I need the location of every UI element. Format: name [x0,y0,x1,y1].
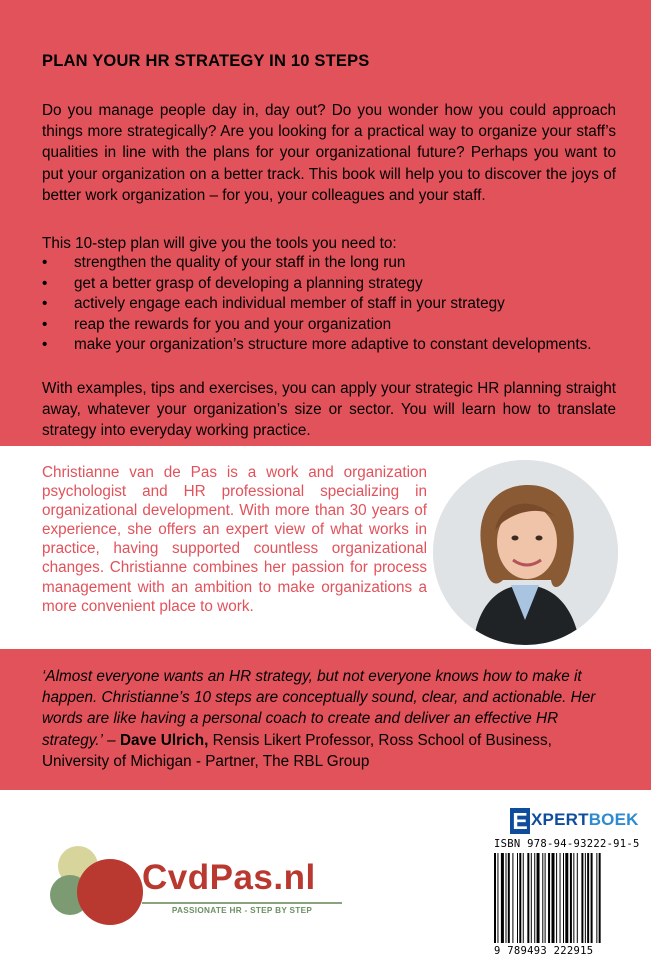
endorsement-quote [42,666,616,772]
quote-affiliation: Rensis Likert Professor, Ross School of Business, University of Michigan - Partner, The RBL Group [42,731,552,770]
barcode-bar [570,853,572,943]
barcode-bar [577,853,578,943]
quote-text: ‘Almost everyone wants an HR strategy, but not everyone knows how to make it happen. Christianne’s 10 steps are conceptually sound, clear, and actionable. Her words are like having a personal coach to create and deliver an effective HR strategy.’ [42,668,596,749]
barcode-bar [501,853,504,943]
barcode-bar [573,853,574,943]
barcode-bar [545,853,546,943]
barcode-bar [585,853,586,943]
publisher-name [531,810,639,830]
publisher-name-part1: XPERT [531,810,589,829]
barcode-bar [512,853,513,943]
outro-paragraph: With examples, tips and exercises, you can apply your strategic HR planning straight away, whatever your organization’s size or sector. You will learn how to translate strategy into everyday working practice. [42,380,616,439]
barcode-bar [587,853,589,943]
logo-tagline: PASSIONATE HR - STEP BY STEP [171,906,313,915]
steps-list [42,253,616,356]
barcode-bar [523,853,524,943]
list-item: • get a better grasp of developing a planning strategy [42,274,616,295]
logo-wordmark: CvdPas.nl [142,858,316,897]
barcode-bar [581,853,583,943]
quote-dash: – [102,731,120,749]
quote-author: Dave Ulrich, [119,731,209,749]
barcode-bar [560,853,561,943]
barcode-bar [506,853,507,943]
list-item: • strengthen the quality of your staff in the long run [42,253,616,274]
barcode-bar [497,853,498,943]
barcode-bar [517,853,518,943]
isbn-barcode [492,853,642,945]
barcode-bar [565,853,568,943]
barcode-bar [563,853,564,943]
barcode-bar [534,853,535,943]
book-title: PLAN YOUR HR STRATEGY IN 10 STEPS [42,52,370,70]
barcode-bar [556,853,557,943]
list-item: • make your organization’s structure more adaptive to constant developments. [42,335,616,356]
barcode-bar [531,853,532,943]
cvdpas-logo [50,840,340,930]
barcode-bar [599,853,601,943]
portrait-illustration [433,460,618,645]
author-photo [433,460,618,645]
intro-paragraph: Do you manage people day in, day out? Do you wonder how you could approach things more strategically? Are you looking for a practical way to organize your staff’s qualities in line with the plans for your organizational future? Perhaps you want to put your organization on a better track. This book will help you to discover the joys of better work organization – for you, your colleagues and your staff. [42,102,616,204]
barcode-bar [537,853,540,943]
publisher-mark-icon: E [510,808,530,834]
barcode-bar [508,853,510,943]
barcode-bar [494,853,496,943]
barcode-bar [542,853,543,943]
steps-lead: This 10-step plan will give you the tools you need to: [42,235,397,252]
barcode-bar [552,853,555,943]
tagline-divider [142,902,342,904]
list-item: • actively engage each individual member of staff in your strategy [42,294,616,315]
list-item: • reap the rewards for you and your organization [42,315,616,336]
barcode-digits: 9 789493 222915 [494,945,594,957]
barcode-bar [548,853,550,943]
barcode-bar [591,853,593,943]
barcode-bar [596,853,597,943]
isbn-label: ISBN 978-94-93222-91-5 [494,838,640,850]
barcode-bar [519,853,521,943]
barcode-bar [527,853,529,943]
publisher-logo [510,808,640,836]
author-bio: Christianne van de Pas is a work and organization psychologist and HR professional specializing in organizational development. With more than 30 years of experience, she offers an expert view of what works in practice, having supported countless organizational changes. Christianne combines her passion for process management with an ambition to make organizations a more convenient place to work. [42,464,427,615]
logo-circles-icon [50,840,150,930]
publisher-name-part2: BOEK [588,810,639,829]
